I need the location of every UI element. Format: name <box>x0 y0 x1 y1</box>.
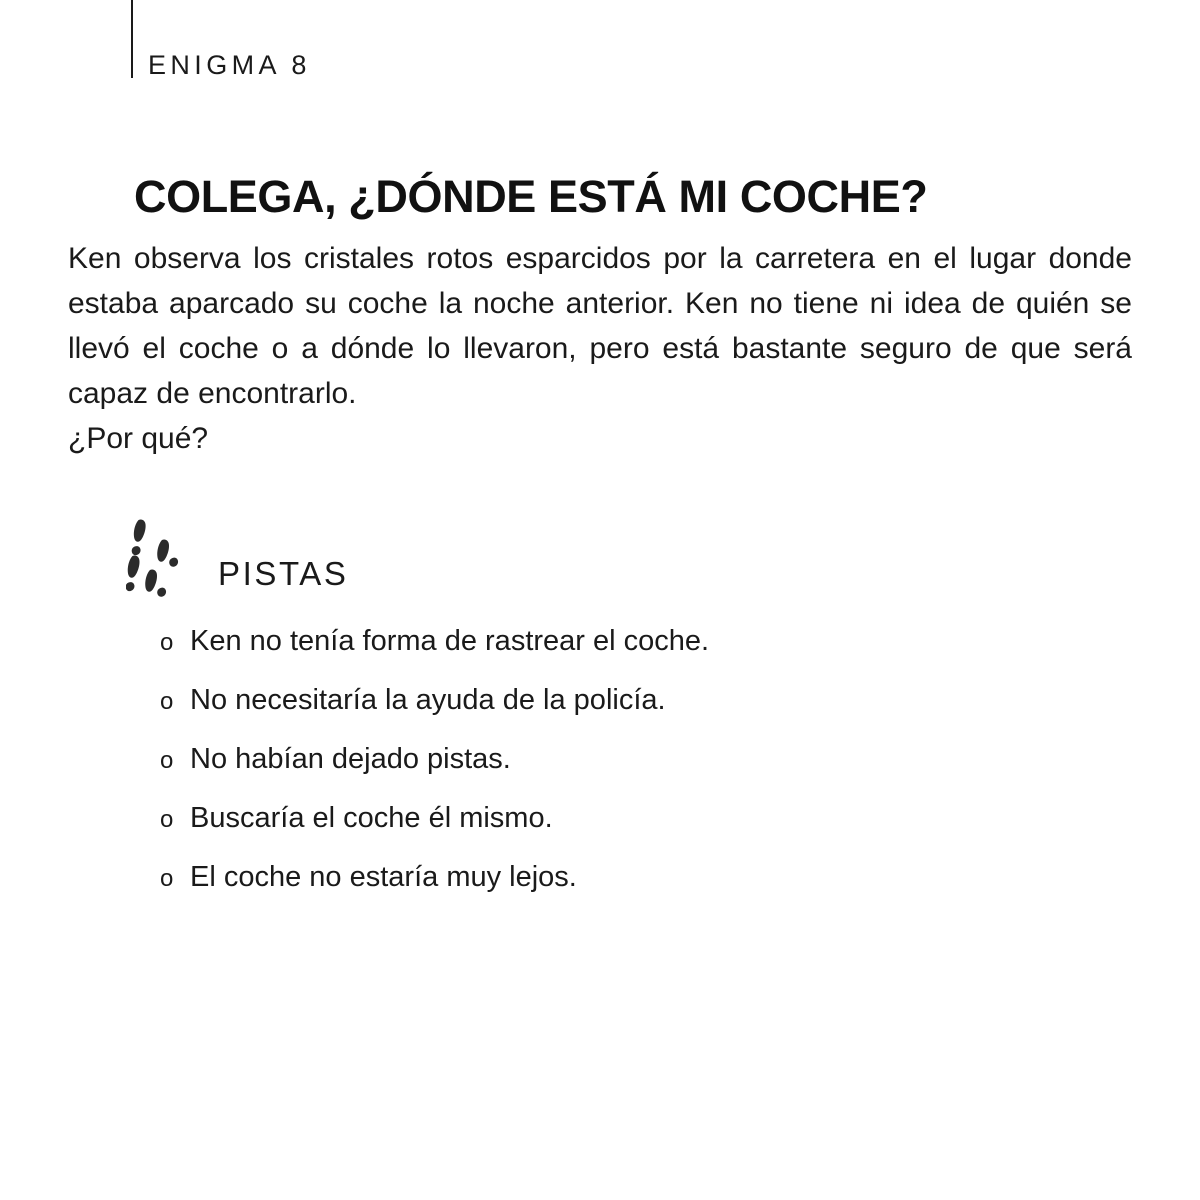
bullet-icon: o <box>160 629 174 656</box>
hint-text: El coche no estaría muy lejos. <box>190 861 577 893</box>
riddle-question: ¿Por qué? <box>68 422 209 455</box>
page-title: COLEGA, ¿DÓNDE ESTÁ MI COCHE? <box>134 171 928 223</box>
list-item <box>160 799 709 858</box>
list-item <box>160 858 709 917</box>
bullet-icon: o <box>160 688 174 715</box>
hints-list <box>160 622 709 917</box>
hints-header <box>126 518 349 598</box>
eyebrow-vertical-rule <box>131 0 133 78</box>
bullet-icon: o <box>160 806 174 833</box>
riddle-body <box>68 236 1132 461</box>
hint-text: Buscaría el coche él mismo. <box>190 802 553 834</box>
riddle-paragraph: Ken observa los cristales rotos esparcidos por la carretera en el lugar donde estaba aparcado su coche la noche anterior. Ken no tiene ni idea de quién se llevó el coche o a dónde lo llevaron, pero está bastante seguro de que será capaz de encontrarlo. <box>68 242 1132 410</box>
bullet-icon: o <box>160 865 174 892</box>
hint-text: No necesitaría la ayuda de la policía. <box>190 684 666 716</box>
list-item <box>160 622 709 681</box>
hint-text: No habían dejado pistas. <box>190 743 511 775</box>
bullet-icon: o <box>160 747 174 774</box>
hint-text: Ken no tenía forma de rastrear el coche. <box>190 625 710 657</box>
list-item <box>160 740 709 799</box>
list-item <box>160 681 709 740</box>
footprints-icon <box>126 518 204 598</box>
enigma-label: ENIGMA 8 <box>148 50 311 80</box>
hints-heading: PISTAS <box>218 555 349 592</box>
